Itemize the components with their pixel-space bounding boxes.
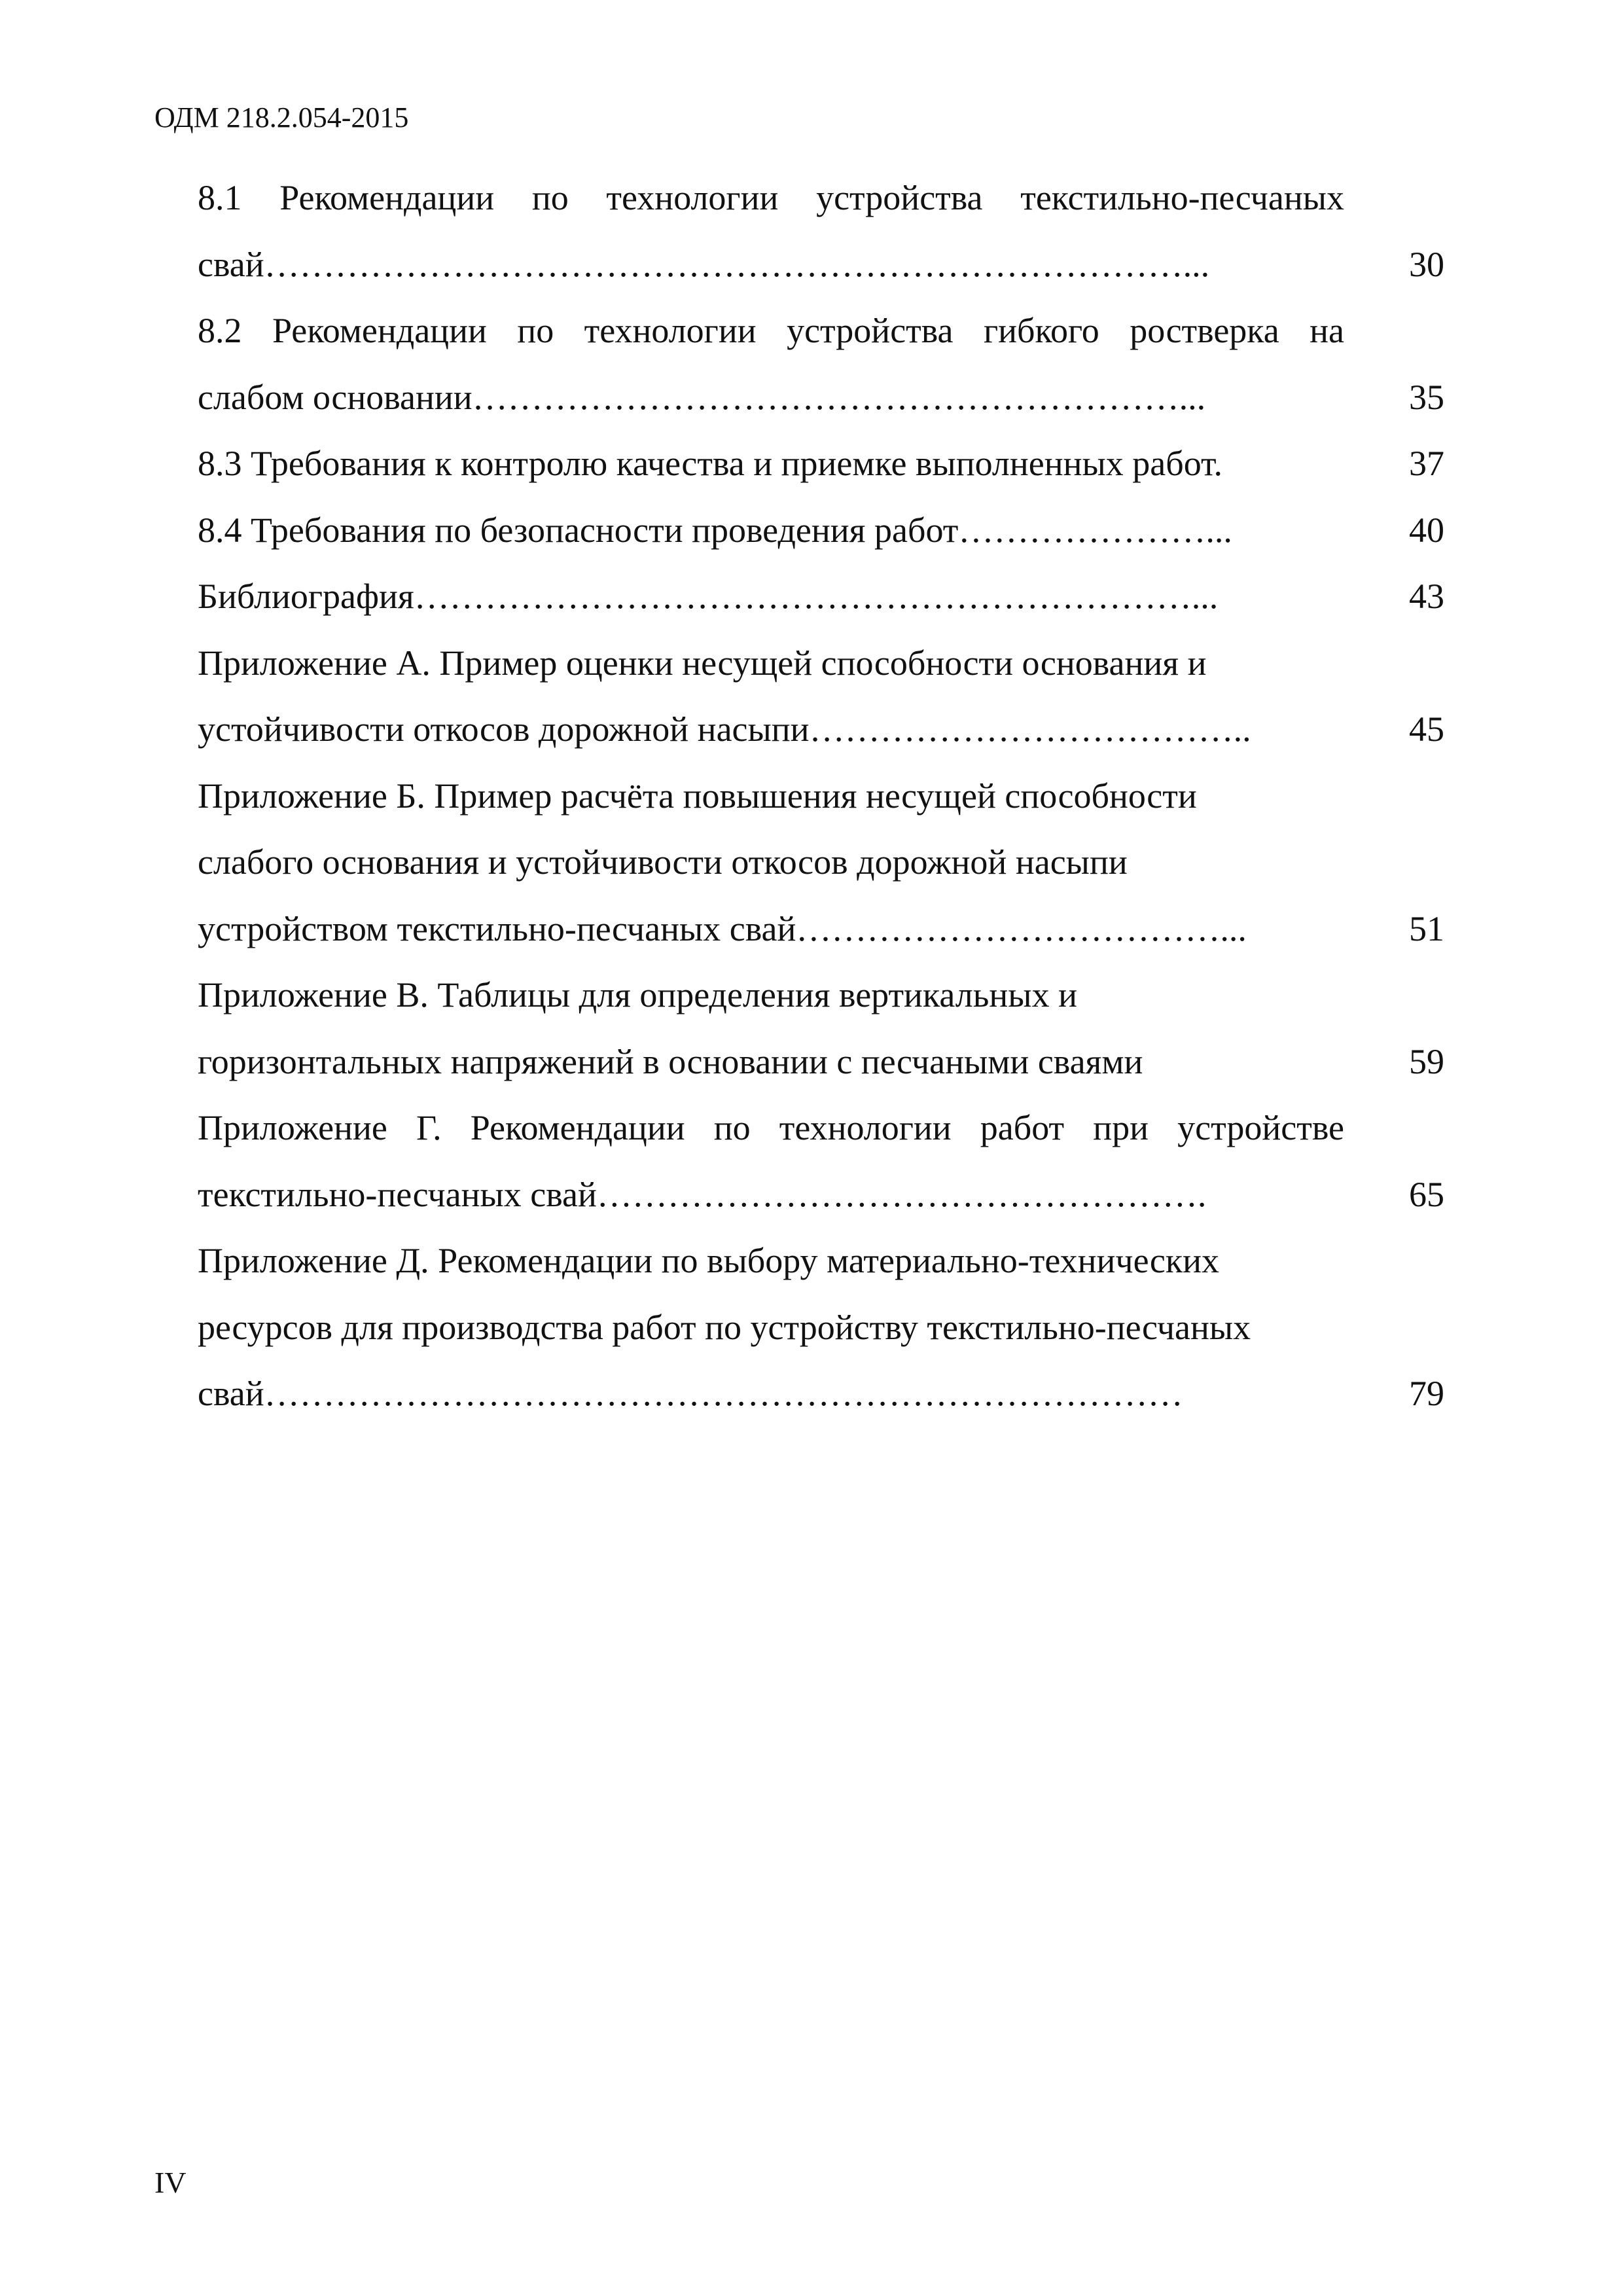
toc-entry-text: текстильно-песчаных свай……………………………………………. — [198, 1174, 1207, 1214]
toc-page-number: 45 — [1409, 709, 1444, 749]
toc-entry[interactable] — [198, 1095, 1444, 1228]
toc-entry-text: Библиография…………………………………………………………... — [198, 577, 1219, 616]
toc-page-number: 35 — [1409, 377, 1444, 417]
toc-entry[interactable] — [198, 431, 1444, 497]
document-code: ОДМ 218.2.054-2015 — [154, 101, 409, 134]
toc-entry-text: 8.4 Требования по безопасности проведения работ…………………... — [198, 510, 1232, 550]
toc-page-number: 43 — [1409, 577, 1444, 616]
toc-page-number: 65 — [1409, 1174, 1444, 1214]
toc-entry-text: 8.2 Рекомендации по технологии устройства гибкого ростверка на — [198, 311, 1344, 350]
toc-entry-text: Приложение Г. Рекомендации по технологии работ при устройстве — [198, 1108, 1344, 1147]
toc-entry[interactable] — [198, 165, 1444, 298]
toc-entry[interactable] — [198, 763, 1444, 963]
toc-page-number: 30 — [1409, 244, 1444, 284]
toc-entry-text: Приложение В. Таблицы для определения вертикальных и — [198, 975, 1077, 1014]
toc-entry-text: горизонтальных напряжений в основании с песчаными сваями — [198, 1041, 1143, 1081]
toc-page-number: 51 — [1409, 908, 1444, 948]
toc-page-number: 79 — [1409, 1374, 1444, 1413]
toc-entry-text: Приложение Д. Рекомендации по выбору материально-технических — [198, 1241, 1219, 1280]
toc-entry[interactable] — [198, 497, 1444, 564]
toc-entry-text: свай……………………………………………………………………... — [198, 244, 1210, 284]
toc-entry[interactable] — [198, 298, 1444, 431]
table-of-contents — [198, 165, 1444, 1427]
toc-entry-text: слабого основания и устойчивости откосов дорожной насыпи — [198, 842, 1128, 882]
toc-entry[interactable] — [198, 564, 1444, 630]
toc-entry-text: свай…………………………………………………………………… — [198, 1374, 1183, 1413]
toc-entry-text: Приложение А. Пример оценки несущей способности основания и — [198, 643, 1207, 683]
toc-page-number: 59 — [1409, 1041, 1444, 1081]
toc-entry[interactable] — [198, 962, 1444, 1095]
toc-page-number: 40 — [1409, 510, 1444, 550]
toc-entry[interactable] — [198, 630, 1444, 763]
toc-entry-text: 8.3 Требования к контролю качества и приемке выполненных работ. — [198, 444, 1223, 483]
toc-entry-text: ресурсов для производства работ по устройству текстильно-песчаных — [198, 1307, 1251, 1347]
toc-entry-text: устройством текстильно-песчаных свай………………………………... — [198, 908, 1247, 948]
toc-entry-text: Приложение Б. Пример расчёта повышения несущей способности — [198, 776, 1197, 816]
toc-entry-text: устойчивости откосов дорожной насыпи……………………………….. — [198, 709, 1251, 749]
page-number: IV — [154, 2166, 187, 2199]
toc-page-number: 37 — [1409, 444, 1444, 483]
toc-entry-text: слабом основании……………………………………………………... — [198, 377, 1206, 417]
toc-entry-text: 8.1 Рекомендации по технологии устройства текстильно-песчаных — [198, 178, 1344, 217]
toc-entry[interactable] — [198, 1228, 1444, 1427]
